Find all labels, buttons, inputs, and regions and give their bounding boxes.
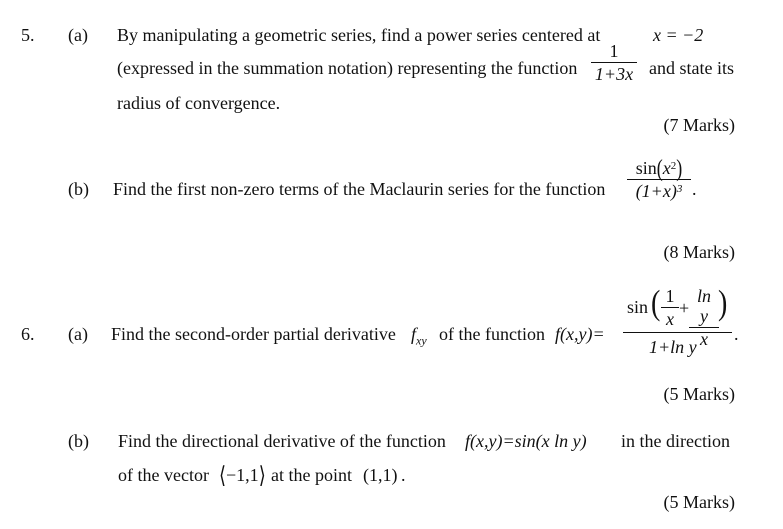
q5b-frac-num: $\sin(x^2)$	[635, 154, 683, 182]
q6b-vector: ⟨−1,1⟩	[219, 462, 266, 488]
q6a-big-paren-left: (	[651, 284, 661, 323]
inner1-num: 1	[665, 286, 675, 306]
question-number-5: 5.	[21, 25, 35, 45]
q6a-func-lhs: f(x,y)=	[555, 324, 605, 344]
q5b-num-exp: 2	[670, 160, 677, 172]
q6a-end: .	[734, 324, 739, 344]
q6a-den: 1+ln y	[649, 337, 697, 357]
q6b-line1-pre: Find the directional derivative of the function	[118, 431, 446, 451]
q5a-line2-post: and state its	[649, 58, 734, 78]
q6a-deriv	[411, 323, 427, 352]
q5b-den-base: (1+x)	[635, 181, 677, 201]
q5a-line1: By manipulating a geometric series, find a power series centered at	[117, 25, 601, 45]
q5b-text: Find the first non-zero terms of the Maclaurin series for the function	[113, 179, 606, 199]
question-number-6: 6.	[21, 324, 35, 344]
q6a-big-paren-right: )	[718, 284, 728, 323]
deriv-f: f	[411, 324, 417, 344]
q6a-text-pre: Find the second-order partial derivative	[111, 324, 396, 344]
part-label-6a: (a)	[68, 324, 88, 344]
deriv-sub: xy	[416, 333, 427, 348]
vector-components: −1,1	[226, 465, 259, 485]
sin-fn: sin	[635, 158, 657, 178]
q6a-marks: (5 Marks)	[663, 384, 735, 404]
q5b-marks: (8 Marks)	[663, 242, 735, 262]
q5b-den-exp: 3	[676, 183, 683, 195]
q6b-end: .	[401, 465, 406, 485]
part-label-5b: (b)	[68, 179, 89, 199]
q5a-line3: radius of convergence.	[117, 93, 281, 113]
q5a-marks: (7 Marks)	[663, 115, 735, 135]
inner2-num: ln y	[696, 286, 711, 326]
q6b-marks: (5 Marks)	[663, 492, 735, 512]
fraction-bar	[689, 327, 719, 328]
part-label-5a: (a)	[68, 25, 88, 45]
inner2-den: x	[700, 329, 708, 349]
q5a-center: x = −2	[653, 25, 704, 45]
q5b-fraction	[627, 154, 691, 201]
inner1-den: x	[666, 309, 674, 329]
q6a-plus: +	[679, 298, 690, 318]
q5a-frac-den: 1+3x	[594, 64, 634, 84]
q6b-line2-mid: at the point	[271, 465, 352, 485]
q6b-point: (1,1)	[363, 465, 398, 485]
q5b-num-arg: x	[662, 158, 671, 178]
q5b-end: .	[692, 179, 697, 199]
q6b-func: f(x,y)=sin(x ln y)	[465, 431, 587, 451]
fraction-bar	[661, 307, 679, 308]
q6a-num-sin: sin	[627, 297, 649, 317]
q6b-line2-pre: of the vector	[118, 465, 209, 485]
q6a-main-fraction-bar	[623, 332, 732, 333]
q5a-fraction	[591, 41, 637, 84]
q6a-text-mid: of the function	[439, 324, 545, 344]
part-label-6b: (b)	[68, 431, 89, 451]
q6a-inner-frac-1	[661, 286, 679, 329]
q5a-frac-num: 1	[609, 41, 619, 61]
q5a-line2-pre: (expressed in the summation notation) representing the function	[117, 58, 578, 78]
fraction-bar	[591, 62, 637, 63]
q5b-frac-den	[627, 181, 691, 201]
q6b-line1-post: in the direction	[621, 431, 730, 451]
